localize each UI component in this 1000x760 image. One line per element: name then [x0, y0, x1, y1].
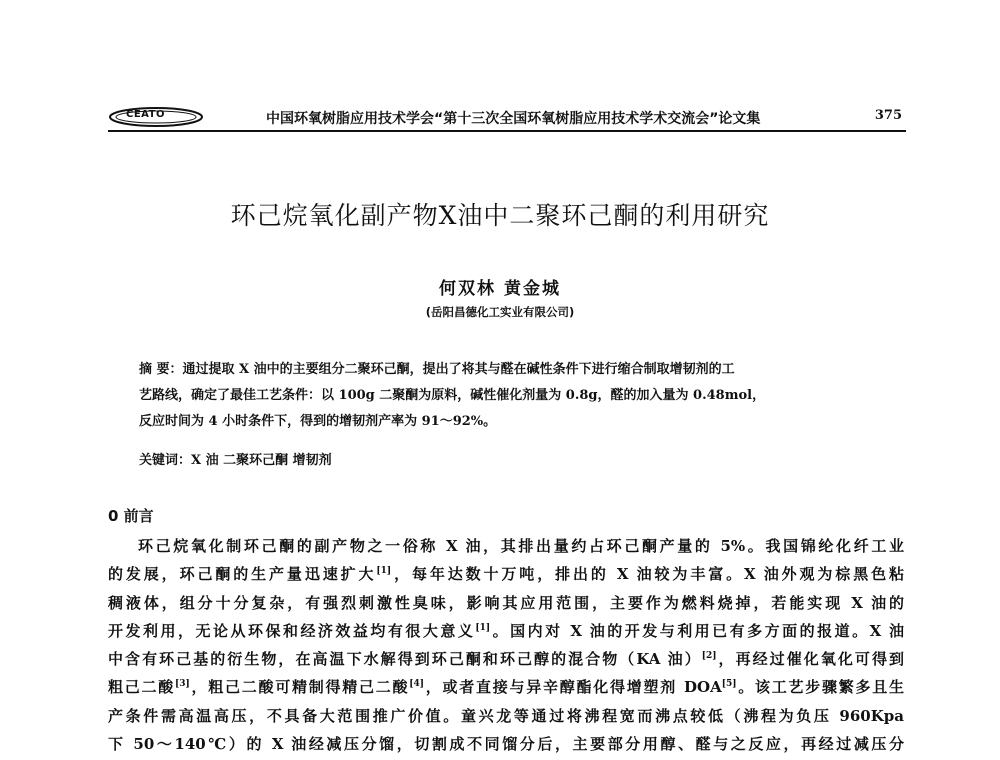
body-text-span: 下 50～140℃）的 X 油经减压分馏，切割成不同馏分后，主要部分用醇、醛与之反应，再经过减压分 — [108, 735, 904, 754]
citation-ref: [1] — [475, 622, 491, 633]
body-text-span: 的发展，环己酮的生产量迅速扩大 — [108, 565, 377, 584]
citation-ref: [2] — [701, 651, 717, 662]
body-text-span: ，粗己二酸可精制得精己二酸 — [189, 678, 410, 697]
body-line-5 — [108, 645, 904, 673]
body-text-span: 开发利用，无论从环保和经济效益均有很大意义 — [108, 621, 476, 640]
body-text-span: 中含有环己基的衍生物，在高温下水解得到环己酮和环己醇的混合物（KA 油） — [108, 650, 702, 669]
citation-ref: [3] — [175, 679, 190, 690]
body-text-span: 。国内对 X 油的开发与利用已有多方面的报道。X 油 — [490, 621, 904, 640]
body-line-3 — [108, 589, 904, 617]
section-heading: 0 前言 — [108, 507, 154, 525]
abstract-line-2: 艺路线，确定了最佳工艺条件：以 100g 二聚酮为原料，碱性催化剂量为 0.8g，醛的加入量为 0.48mol， — [139, 388, 766, 403]
paper-authors: 何双林 黄金城 — [439, 279, 561, 299]
citation-ref: [4] — [409, 679, 425, 690]
body-text-span: ，再经过催化氧化可得到 — [716, 650, 904, 669]
body-line-2 — [108, 560, 904, 588]
body-line-6 — [108, 673, 904, 701]
logo-text: CEATO — [126, 109, 165, 120]
body-line-1 — [108, 532, 904, 560]
keywords — [139, 449, 332, 468]
body-line-8 — [108, 730, 904, 758]
body-text-span: ，每年达数十万吨，排出的 X 油较为丰富。X 油外观为棕黑色粘 — [391, 565, 904, 584]
header-rule — [108, 130, 906, 132]
body-text-span: 。该工艺步骤繁多且生 — [736, 678, 904, 697]
body-text-span: ，或者直接与异辛醇酯化得增塑剂 DOA — [424, 678, 722, 697]
body-text-span: 粗己二酸 — [108, 678, 175, 697]
body-line-4 — [108, 617, 904, 645]
abstract-label: 摘 要： — [139, 362, 183, 377]
keywords-text: X 油 二聚环己酮 增韧剂 — [191, 453, 332, 468]
abstract-line-3: 反应时间为 4 小时条件下，得到的增韧剂产率为 91～92%。 — [139, 414, 497, 429]
body-text-span: 环己烷氧化制环己酮的副产物之一俗称 X 油，其排出量约占环己酮产量的 5%。我国锦纶化纤工业 — [138, 537, 904, 555]
abstract — [139, 357, 884, 435]
citation-ref: [5] — [721, 679, 737, 690]
body-line-7 — [108, 702, 904, 730]
society-logo — [108, 106, 208, 128]
citation-ref: [1] — [376, 566, 392, 577]
body-text-span: 产条件需高温高压，不具备大范围推广价值。童兴龙等通过将沸程宽而沸点较低（沸程为负压 960Kpa — [108, 706, 904, 725]
body-text — [108, 532, 904, 758]
abstract-text-1: 通过提取 X 油中的主要组分二聚环己酮，提出了将其与醛在碱性条件下进行缩合制取增韧剂的工 — [182, 362, 735, 377]
page-number: 375 — [874, 108, 902, 123]
abstract-line-1 — [139, 357, 884, 383]
paper-affiliation: (岳阳昌德化工实业有限公司) — [425, 305, 575, 319]
keywords-label: 关键词： — [139, 453, 192, 468]
body-text-span: 稠液体，组分十分复杂，有强烈刺激性臭味，影响其应用范围，主要作为燃料烧掉，若能实现 X 油的 — [108, 593, 904, 612]
paper-title: 环己烷氧化副产物X油中二聚环己酮的利用研究 — [230, 201, 770, 230]
running-title: 中国环氧树脂应用技术学会“第十三次全国环氧树脂应用技术学术交流会”论文集 — [266, 111, 761, 127]
